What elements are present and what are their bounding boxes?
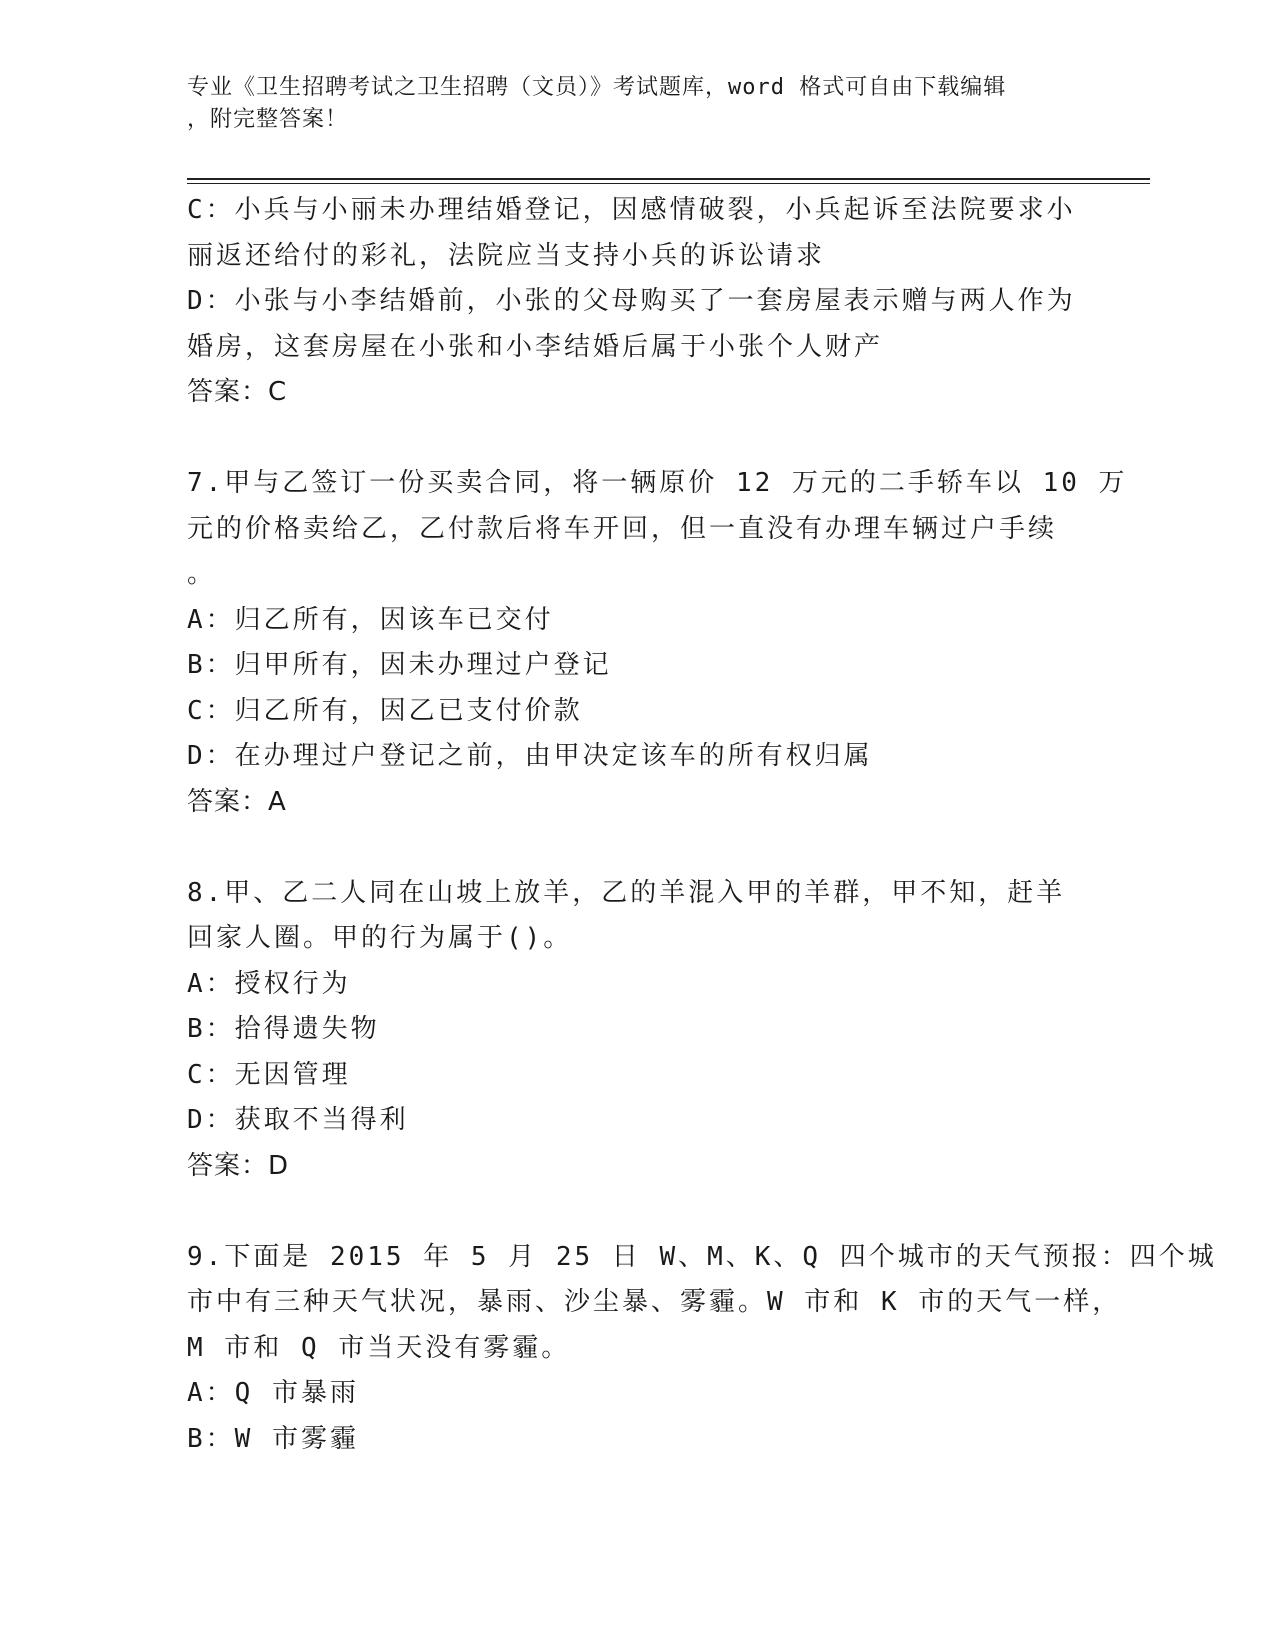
- page-header: [187, 72, 1067, 136]
- question-9-stem-line-1: 9.下面是 2015 年 5 月 25 日 W、M、K、Q 四个城市的天气预报：四个城: [187, 1241, 1217, 1272]
- question-7-option-a: A：归乙所有，因该车已交付: [187, 604, 554, 635]
- question-7-stem-line-2: 元的价格卖给乙，乙付款后将车开回，但一直没有办理车辆过户手续: [187, 513, 1058, 544]
- question-6-option-d-line-1: D：小张与小李结婚前，小张的父母购买了一套房屋表示赠与两人作为: [187, 286, 1076, 316]
- question-8-answer: 答案：D: [187, 1150, 290, 1181]
- header-divider: [187, 178, 1150, 184]
- question-7-option-d: D：在办理过户登记之前，由甲决定该车的所有权归属: [187, 741, 873, 771]
- question-8-block: [187, 871, 1067, 1190]
- question-9-stem-line-3: M 市和 Q 市当天没有雾霾。: [187, 1332, 571, 1363]
- question-8-stem-line-2: 回家人圈。甲的行为属于()。: [187, 923, 573, 953]
- question-spacer: [187, 825, 1067, 871]
- question-6-option-d-line-2: 婚房，这套房屋在小张和小李结婚后属于小张个人财产: [187, 331, 884, 362]
- question-8-option-b: B：拾得遗失物: [187, 1014, 380, 1044]
- question-content: [187, 188, 1217, 1462]
- question-8-option-a: A：授权行为: [187, 968, 351, 999]
- question-6-block: [187, 188, 1076, 416]
- question-6-option-c-line-2: 丽返还给付的彩礼，法院应当支持小兵的诉讼请求: [187, 240, 826, 271]
- question-6-answer: 答案：C: [187, 377, 288, 407]
- question-8-option-c: C：无因管理: [187, 1059, 351, 1090]
- question-8-stem-line-1: 8.甲、乙二人同在山坡上放羊，乙的羊混入甲的羊群，甲不知，赶羊: [187, 877, 1066, 908]
- question-7-option-b: B：归甲所有，因未办理过户登记: [187, 650, 612, 680]
- question-9-stem-line-2: 市中有三种天气状况，暴雨、沙尘暴、雾霾。W 市和 K 市的天气一样，: [187, 1287, 1122, 1317]
- question-9-option-b: B：W 市雾霾: [187, 1423, 359, 1454]
- question-spacer: [187, 416, 1067, 462]
- question-9-block: [187, 1235, 1217, 1463]
- question-spacer: [187, 1189, 1067, 1235]
- header-line-1: 专业《卫生招聘考试之卫生招聘（文员）》考试题库，word 格式可自由下载编辑: [187, 75, 1007, 100]
- header-line-2: ，附完整答案！: [187, 107, 349, 132]
- question-7-stem-line-1: 7.甲与乙签订一份买卖合同，将一辆原价 12 万元的二手轿车以 10 万: [187, 468, 1128, 498]
- question-7-block: [187, 461, 1128, 825]
- question-7-option-c: C：归乙所有，因乙已支付价款: [187, 695, 583, 726]
- question-8-option-d: D：获取不当得利: [187, 1105, 409, 1135]
- question-9-option-a: A：Q 市暴雨: [187, 1378, 359, 1408]
- question-7-stem-line-3: 。: [187, 559, 217, 589]
- question-7-answer: 答案：A: [187, 786, 287, 817]
- question-6-option-c-line-1: C：小兵与小丽未办理结婚登记，因感情破裂，小兵起诉至法院要求小: [187, 195, 1076, 225]
